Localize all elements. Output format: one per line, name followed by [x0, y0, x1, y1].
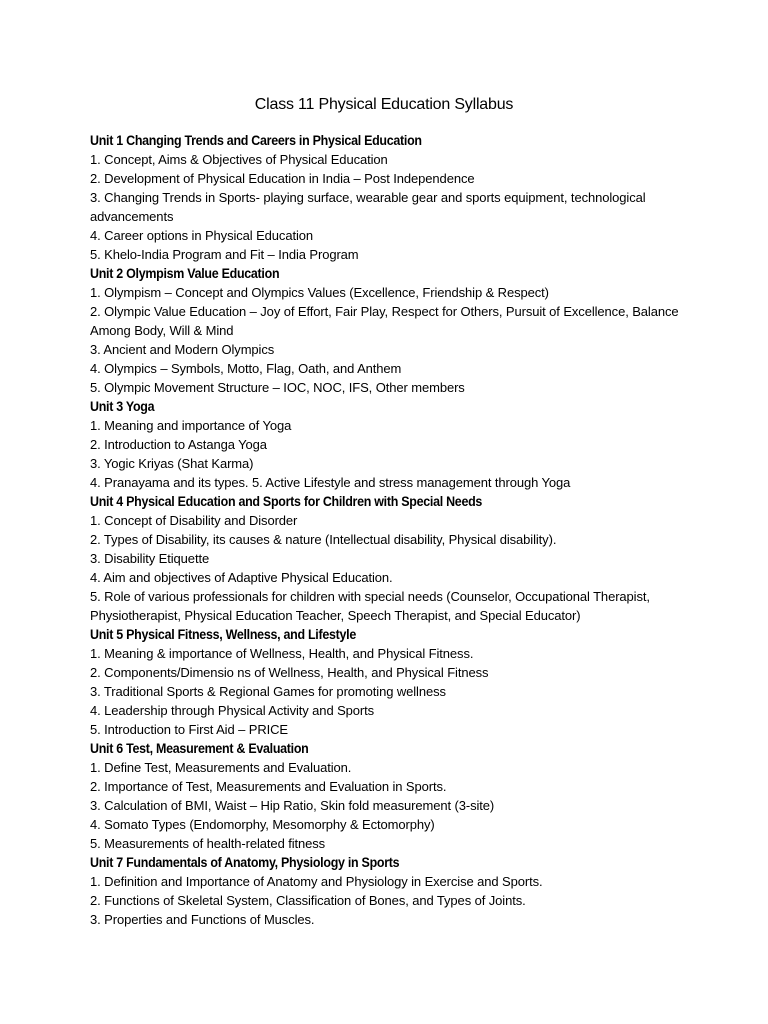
list-item: 1. Meaning & importance of Wellness, Health, and Physical Fitness. — [90, 646, 474, 661]
unit-heading: Unit 2 Olympism Value Education — [90, 266, 280, 281]
list-item: 5. Measurements of health-related fitness — [90, 836, 326, 851]
unit-heading: Unit 4 Physical Education and Sports for Children with Special Needs — [90, 494, 483, 509]
list-item: 2. Introduction to Astanga Yoga — [90, 437, 267, 452]
unit-5 — [90, 625, 690, 739]
list-item: 3. Ancient and Modern Olympics — [90, 342, 275, 357]
list-item: 2. Functions of Skeletal System, Classification of Bones, and Types of Joints. — [90, 893, 526, 908]
list-item: 4. Aim and objectives of Adaptive Physical Education. — [90, 570, 393, 585]
list-item: 2. Types of Disability, its causes & nature (Intellectual disability, Physical disability). — [90, 532, 557, 547]
list-item: 4. Somato Types (Endomorphy, Mesomorphy & Ectomorphy) — [90, 817, 435, 832]
list-item: 5. Khelo-India Program and Fit – India Program — [90, 247, 359, 262]
list-item: 3. Yogic Kriyas (Shat Karma) — [90, 456, 254, 471]
document-title: Class 11 Physical Education Syllabus — [254, 96, 514, 113]
list-item: 1. Meaning and importance of Yoga — [90, 418, 292, 433]
list-item: 3. Disability Etiquette — [90, 551, 210, 566]
list-item: 5. Olympic Movement Structure – IOC, NOC, IFS, Other members — [90, 380, 465, 395]
list-item: 1. Concept of Disability and Disorder — [90, 513, 298, 528]
unit-heading: Unit 6 Test, Measurement & Evaluation — [90, 741, 309, 756]
unit-heading: Unit 7 Fundamentals of Anatomy, Physiology in Sports — [90, 855, 400, 870]
list-item: 3. Calculation of BMI, Waist – Hip Ratio, Skin fold measurement (3-site) — [90, 798, 495, 813]
list-item: 1. Concept, Aims & Objectives of Physical Education — [90, 152, 388, 167]
unit-3 — [90, 397, 690, 492]
list-item: 2. Olympic Value Education – Joy of Effort, Fair Play, Respect for Others, Pursuit of Excellence, Balance Among Body, Will & Mind — [90, 304, 679, 338]
list-item: 1. Define Test, Measurements and Evaluation. — [90, 760, 352, 775]
list-item: 2. Importance of Test, Measurements and Evaluation in Sports. — [90, 779, 447, 794]
list-item: 4. Leadership through Physical Activity and Sports — [90, 703, 375, 718]
unit-heading: Unit 1 Changing Trends and Careers in Physical Education — [90, 133, 422, 148]
list-item: 2. Development of Physical Education in India – Post Independence — [90, 171, 475, 186]
list-item: 2. Components/Dimensio ns of Wellness, Health, and Physical Fitness — [90, 665, 489, 680]
unit-4 — [90, 492, 690, 625]
list-item: 1. Definition and Importance of Anatomy and Physiology in Exercise and Sports. — [90, 874, 543, 889]
unit-7 — [90, 853, 690, 929]
list-item: 4. Olympics – Symbols, Motto, Flag, Oath, and Anthem — [90, 361, 402, 376]
list-item: 3. Properties and Functions of Muscles. — [90, 912, 315, 927]
list-item: 4. Career options in Physical Education — [90, 228, 314, 243]
unit-heading: Unit 5 Physical Fitness, Wellness, and Lifestyle — [90, 627, 356, 642]
list-item: 5. Role of various professionals for children with special needs (Counselor, Occupational Therapist, Physiotherapist, Physical Education Teacher, Speech Therapist, and Special Educator) — [90, 589, 650, 623]
list-item: 3. Changing Trends in Sports- playing surface, wearable gear and sports equipment, technological advancements — [90, 190, 646, 224]
list-item: 3. Traditional Sports & Regional Games for promoting wellness — [90, 684, 446, 699]
list-item: 4. Pranayama and its types. 5. Active Lifestyle and stress management through Yoga — [90, 475, 571, 490]
list-item: 5. Introduction to First Aid – PRICE — [90, 722, 288, 737]
unit-1 — [90, 131, 690, 264]
unit-6 — [90, 739, 690, 853]
list-item: 1. Olympism – Concept and Olympics Values (Excellence, Friendship & Respect) — [90, 285, 549, 300]
unit-2 — [90, 264, 690, 397]
syllabus-content — [90, 131, 690, 929]
unit-heading: Unit 3 Yoga — [90, 399, 155, 414]
